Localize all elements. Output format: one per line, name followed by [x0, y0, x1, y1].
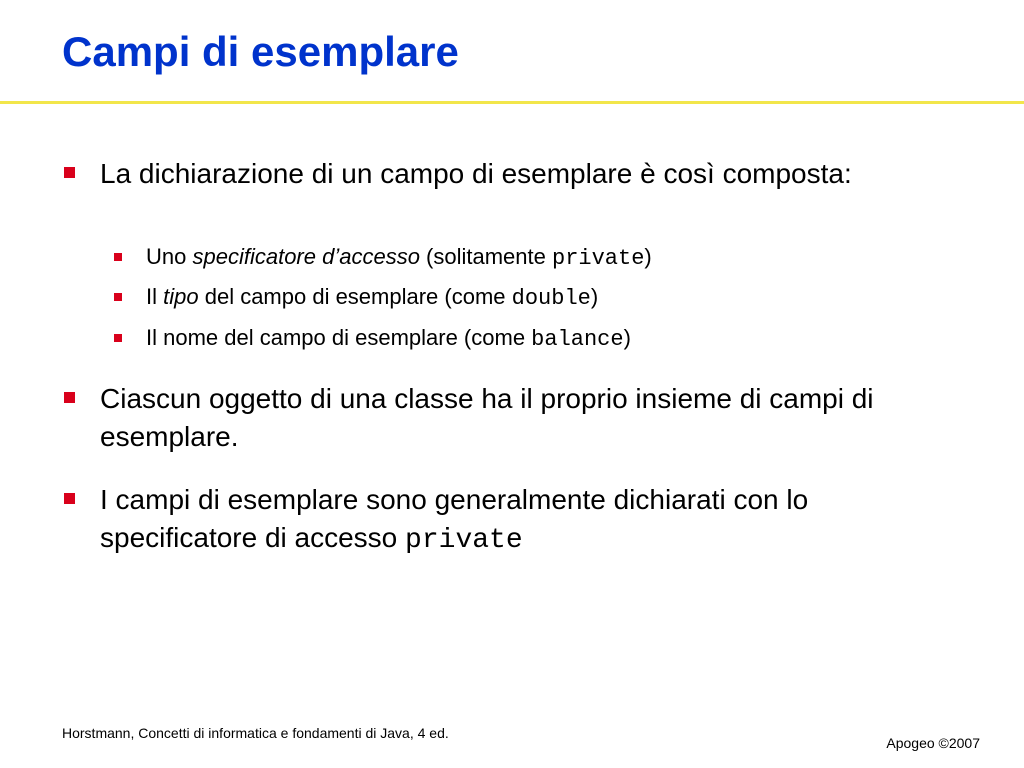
square-bullet-icon [114, 293, 122, 301]
title-divider [0, 101, 1024, 104]
footer-copyright: Apogeo ©2007 [886, 735, 980, 751]
sub-bullet-text: Uno specificatore d’accesso (solitamente private) [146, 244, 652, 271]
square-bullet-icon [64, 167, 75, 178]
bullet-text: Ciascun oggetto di una classe ha il proprio insieme di campi di esemplare. [100, 383, 874, 452]
bullet-text: I campi di esemplare sono generalmente dichiarati con lo specificatore di accesso private [100, 484, 809, 556]
square-bullet-icon [64, 392, 75, 403]
square-bullet-icon [114, 253, 122, 261]
sub-bullet-text: Il nome del campo di esemplare (come balance) [146, 325, 631, 352]
sub-bullet-text: Il tipo del campo di esemplare (come double) [146, 284, 599, 311]
square-bullet-icon [64, 493, 75, 504]
bullet-text: La dichiarazione di un campo di esemplare è così composta: [100, 158, 852, 189]
footer-citation: Horstmann, Concetti di informatica e fondamenti di Java, 4 ed. [62, 725, 449, 741]
square-bullet-icon [114, 334, 122, 342]
slide-title: Campi di esemplare [62, 28, 459, 75]
